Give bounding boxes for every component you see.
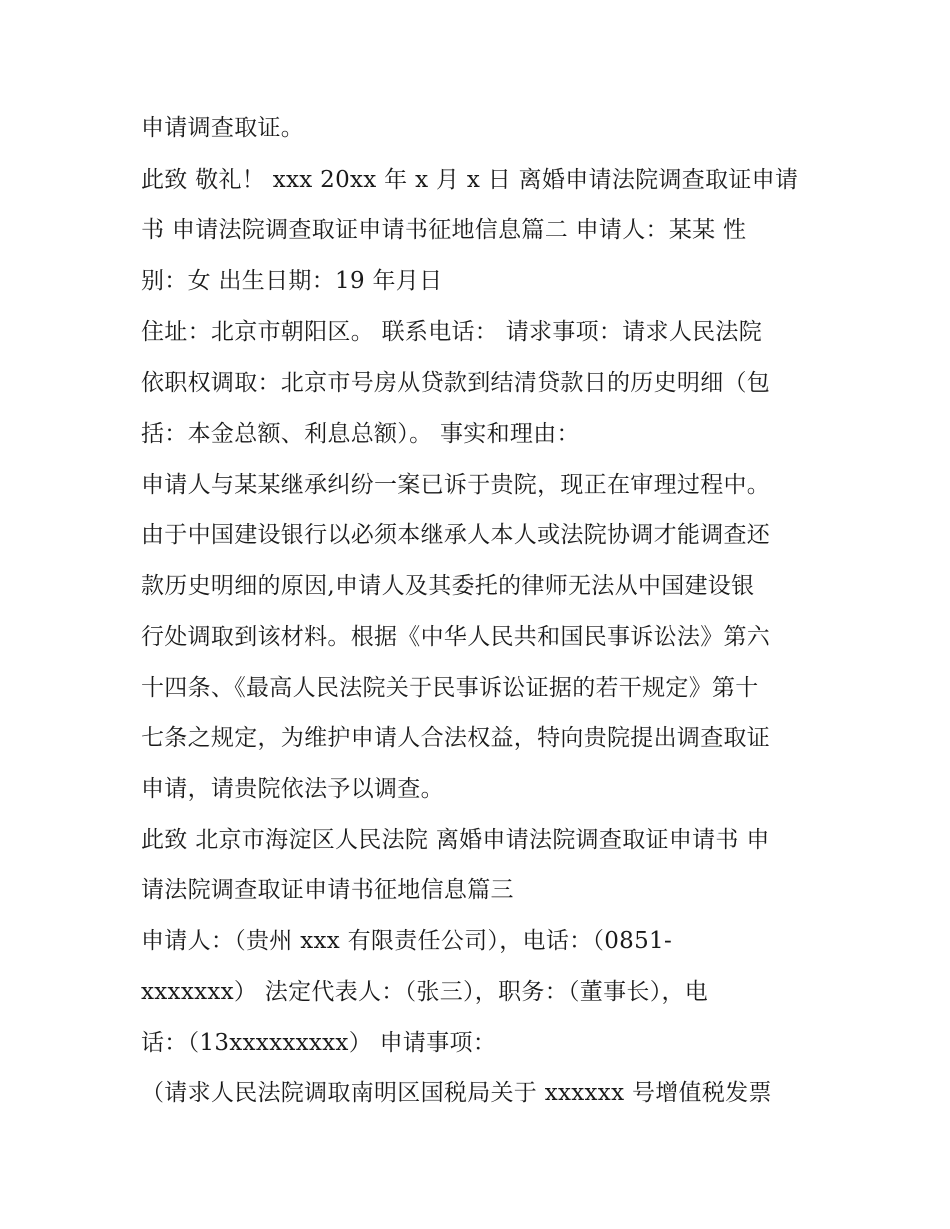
text-line: 由于中国建设银行以必须本继承人本人或法院协调才能调查还 <box>141 522 771 548</box>
text-line: 别：女 出生日期：19 年月日 <box>141 268 443 294</box>
text-line: 请法院调查取证申请书征地信息篇三 <box>141 877 514 903</box>
text-line: 此致 敬礼！ xxx 20xx 年 x 月 x 日 离婚申请法院调查取证申请 <box>141 167 799 193</box>
text-line: 括：本金总额、利息总额）。 事实和理由： <box>141 421 580 447</box>
text-line: （请求人民法院调取南明区国税局关于 xxxxxx 号增值税发票 <box>141 1080 772 1106</box>
text-line: 申请人与某某继承纠纷一案已诉于贵院，现正在审理过程中。 <box>141 472 771 498</box>
text-line: 十四条、《最高人民法院关于民事诉讼证据的若干规定》第十 <box>141 675 759 701</box>
text-line: xxxxxxx） 法定代表人：（张三），职务：（董事长），电 <box>141 979 709 1005</box>
text-line: 话：（13xxxxxxxxx） 申请事项： <box>141 1030 497 1056</box>
text-line: 七条之规定，为维护申请人合法权益，特向贵院提出调查取证 <box>141 725 771 751</box>
text-line: 住址：北京市朝阳区。 联系电话： 请求事项：请求人民法院 <box>141 319 763 345</box>
text-line: 书 申请法院调查取证申请书征地信息篇二 申请人：某某 性 <box>141 217 747 243</box>
text-line: 此致 北京市海淀区人民法院 离婚申请法院调查取证申请书 申 <box>141 827 770 853</box>
text-line: 款历史明细的原因,申请人及其委托的律师无法从中国建设银 <box>141 573 755 599</box>
text-line: 行处调取到该材料。根据《中华人民共和国民事诉讼法》第六 <box>141 624 771 650</box>
text-line: 依职权调取：北京市号房从贷款到结清贷款日的历史明细（包 <box>141 370 771 396</box>
text-line: 申请，请贵院依法予以调查。 <box>141 776 444 802</box>
text-line: 申请调查取证。 <box>141 115 305 141</box>
text-line: 申请人：（贵州 xxx 有限责任公司），电话：（0851- <box>141 928 673 954</box>
